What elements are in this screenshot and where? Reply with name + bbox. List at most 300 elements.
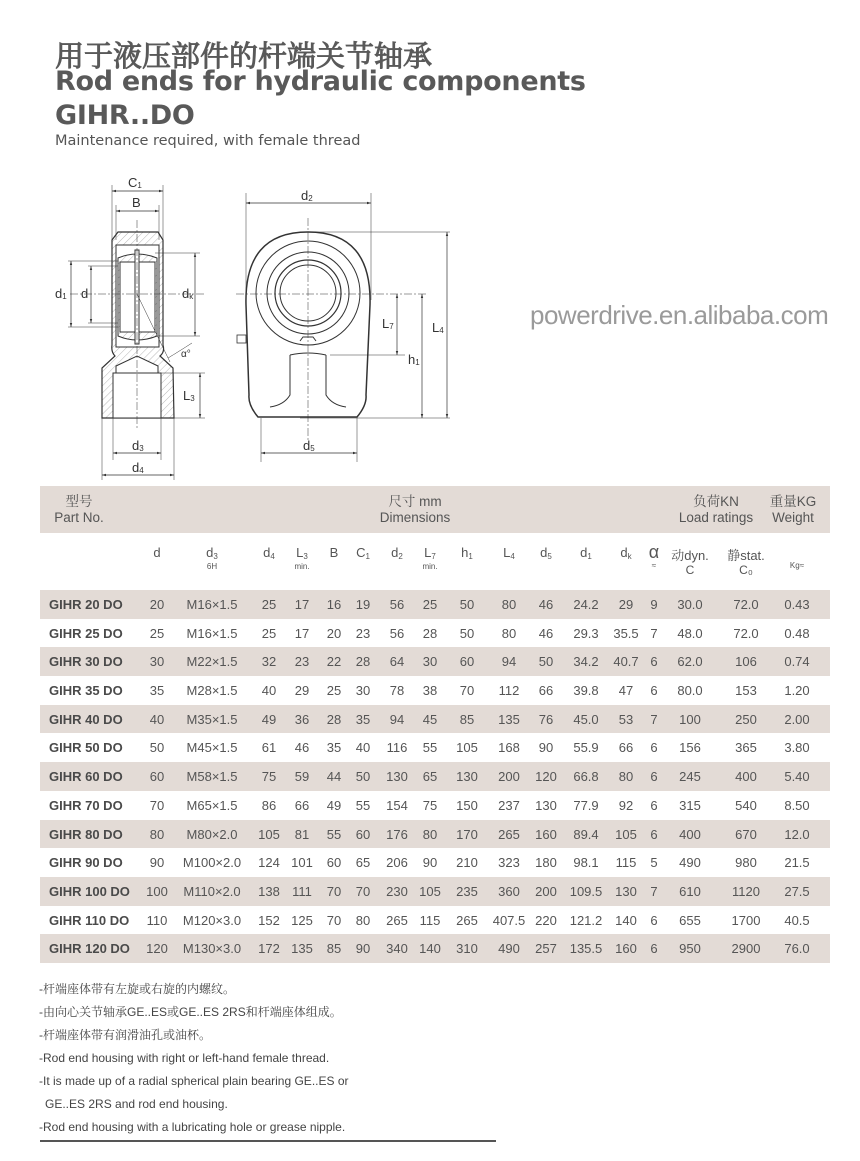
- value-cell: 25: [422, 597, 438, 612]
- value-cell: 77.9: [573, 797, 599, 813]
- part-number-cell: GIHR 60 DO: [49, 769, 123, 785]
- value-cell: M28×1.5: [186, 683, 238, 699]
- value-cell: 29: [294, 683, 310, 699]
- column-note: ≈: [651, 561, 657, 570]
- value-cell: 80: [422, 826, 438, 842]
- column-symbol: L: [424, 545, 432, 560]
- value-cell: 80: [501, 597, 517, 612]
- value-cell: 60: [326, 855, 342, 871]
- value-cell: 85: [459, 711, 475, 727]
- value-cell: 55: [355, 797, 371, 813]
- value-cell: 72.0: [733, 597, 759, 612]
- value-cell: 72.0: [733, 625, 759, 641]
- title-chinese: 用于液压部件的杆端关节轴承: [55, 39, 433, 73]
- value-cell: 78: [389, 683, 405, 699]
- table-row: [40, 733, 830, 762]
- column-subscript: 2: [398, 552, 403, 561]
- value-cell: 153: [735, 683, 757, 699]
- value-cell: 94: [501, 654, 517, 670]
- value-cell: 80: [501, 625, 517, 641]
- table-body: [40, 590, 830, 963]
- value-cell: 176: [386, 826, 408, 842]
- header-dimensions: [370, 494, 460, 526]
- value-cell: 50: [538, 654, 554, 670]
- note-item: -由向心关节轴承GE..ES或GE..ES 2RS和杆端座体组成。: [39, 1005, 342, 1019]
- column-header: [294, 545, 309, 571]
- value-cell: 22: [326, 654, 342, 670]
- value-cell: 407.5: [492, 912, 526, 928]
- value-cell: 245: [679, 769, 701, 785]
- value-cell: 66: [618, 740, 634, 756]
- column-unit: C: [685, 563, 695, 577]
- part-number-cell: GIHR 20 DO: [49, 597, 123, 612]
- value-cell: 265: [456, 912, 478, 928]
- column-unit: Kg≈: [789, 561, 805, 570]
- value-cell: 50: [459, 597, 475, 612]
- value-cell: 6: [650, 769, 658, 785]
- value-cell: 65: [422, 769, 438, 785]
- value-cell: 56: [389, 625, 405, 641]
- value-cell: 60: [149, 769, 165, 785]
- value-cell: 92: [618, 797, 634, 813]
- value-cell: M16×1.5: [186, 597, 238, 612]
- column-header: [727, 545, 765, 577]
- header-part-en: Part No.: [54, 510, 104, 525]
- value-cell: 120: [535, 769, 557, 785]
- value-cell: 6: [650, 740, 658, 756]
- part-number-cell: GIHR 35 DO: [49, 683, 123, 699]
- value-cell: M100×2.0: [182, 855, 242, 871]
- value-cell: 110: [146, 912, 168, 928]
- column-header: [580, 545, 592, 561]
- value-cell: 2900: [731, 941, 761, 957]
- value-cell: 400: [735, 769, 757, 785]
- column-symbol: L: [296, 545, 304, 560]
- part-number-cell: GIHR 50 DO: [49, 740, 123, 756]
- notes-list: [39, 982, 349, 1143]
- value-cell: 980: [735, 855, 757, 871]
- value-cell: 39.8: [573, 683, 599, 699]
- title-english: Rod ends for hydraulic components: [55, 66, 586, 97]
- column-header: [391, 545, 403, 561]
- value-cell: 24.2: [573, 597, 599, 612]
- column-header: [540, 545, 552, 561]
- value-cell: 8.50: [784, 797, 810, 813]
- value-cell: 1700: [731, 912, 761, 928]
- value-cell: 112: [498, 683, 520, 699]
- header-load-cn: 负荷KN: [693, 494, 739, 509]
- value-cell: 101: [291, 855, 313, 871]
- value-cell: 120: [146, 941, 168, 957]
- value-cell: 115: [615, 855, 637, 871]
- value-cell: 250: [735, 711, 757, 727]
- value-cell: 60: [459, 654, 475, 670]
- value-cell: 38: [422, 683, 438, 699]
- column-header: [461, 545, 473, 561]
- column-subscript: 3: [213, 552, 218, 561]
- value-cell: 121.2: [569, 912, 603, 928]
- value-cell: 115: [419, 912, 441, 928]
- column-symbol: d: [620, 545, 628, 560]
- value-cell: 50: [459, 625, 475, 641]
- label-b: B: [132, 195, 141, 210]
- divider: [40, 1140, 496, 1142]
- column-symbol: h: [461, 545, 469, 560]
- value-cell: M65×1.5: [186, 797, 238, 813]
- value-cell: 160: [615, 941, 637, 957]
- column-note: 6H: [206, 562, 218, 571]
- note-item: GE..ES 2RS and rod end housing.: [45, 1097, 228, 1111]
- value-cell: 109.5: [569, 883, 603, 899]
- value-cell: 75: [422, 797, 438, 813]
- value-cell: 5: [650, 855, 658, 871]
- value-cell: 98.1: [573, 855, 599, 871]
- value-cell: 47: [618, 683, 634, 699]
- value-cell: 0.48: [784, 625, 810, 641]
- value-cell: 55: [326, 826, 342, 842]
- value-cell: 365: [735, 740, 757, 756]
- column-symbol: C: [356, 545, 366, 560]
- value-cell: 56: [389, 597, 405, 612]
- header-weight-cn: 重量KG: [769, 494, 817, 509]
- technical-drawing: [0, 160, 500, 480]
- value-cell: 135: [291, 941, 313, 957]
- value-cell: 12.0: [784, 826, 810, 842]
- value-cell: 116: [386, 740, 408, 756]
- label-dk: dk: [182, 286, 194, 301]
- subtitle: Maintenance required, with female thread: [55, 133, 361, 149]
- value-cell: 6: [650, 912, 658, 928]
- watermark: powerdrive.en.alibaba.com: [530, 300, 829, 330]
- value-cell: 60: [355, 826, 371, 842]
- value-cell: 315: [679, 797, 701, 813]
- value-cell: 50: [149, 740, 165, 756]
- value-cell: 610: [679, 883, 701, 899]
- value-cell: 670: [735, 826, 757, 842]
- column-note: min.: [422, 562, 438, 571]
- note-item: -杆端座体带有左旋或右旋的内螺纹。: [39, 982, 235, 996]
- header-dim-en: Dimensions: [379, 510, 451, 525]
- value-cell: 1120: [732, 883, 760, 899]
- value-cell: 35.5: [613, 625, 639, 641]
- part-number-cell: GIHR 40 DO: [49, 711, 123, 727]
- value-cell: 25: [261, 597, 277, 612]
- value-cell: 44: [326, 769, 342, 785]
- value-cell: 28: [422, 625, 438, 641]
- note-item: -It is made up of a radial spherical plain bearing GE..ES or: [39, 1074, 349, 1088]
- part-number-cell: GIHR 30 DO: [49, 654, 123, 670]
- value-cell: 65: [355, 855, 371, 871]
- value-cell: 3.80: [784, 740, 810, 756]
- value-cell: 80: [618, 769, 634, 785]
- column-header: [620, 545, 631, 561]
- value-cell: 655: [679, 912, 701, 928]
- value-cell: 105: [258, 826, 280, 842]
- label-c1: C1: [128, 175, 142, 190]
- column-symbol: 静stat.: [727, 548, 765, 563]
- value-cell: 30: [355, 683, 371, 699]
- column-symbol: L: [503, 545, 511, 560]
- value-cell: 490: [498, 941, 520, 957]
- value-cell: 135.5: [569, 941, 603, 957]
- value-cell: 66.8: [573, 769, 599, 785]
- value-cell: 90: [538, 740, 554, 756]
- table-row: [40, 762, 830, 791]
- value-cell: 40: [261, 683, 277, 699]
- value-cell: 124: [258, 855, 280, 871]
- note-item: -Rod end housing with a lubricating hole or grease nipple.: [39, 1120, 346, 1134]
- value-cell: 17: [294, 625, 310, 641]
- column-note: min.: [294, 562, 310, 571]
- column-symbol: 动dyn.: [671, 548, 709, 563]
- column-header: [790, 545, 804, 572]
- column-unit: C₀: [739, 563, 753, 577]
- value-cell: 30.0: [677, 597, 703, 612]
- column-symbol: d: [206, 545, 214, 560]
- front-view: [236, 193, 450, 462]
- column-symbol: B: [329, 545, 339, 560]
- value-cell: 46: [538, 597, 554, 612]
- value-cell: M120×3.0: [182, 912, 242, 928]
- value-cell: 64: [389, 654, 405, 670]
- table-row: [40, 619, 830, 648]
- header-weight: [762, 494, 824, 526]
- column-subscript: 1: [587, 552, 592, 561]
- value-cell: 180: [535, 855, 557, 871]
- column-header: [503, 545, 515, 561]
- value-cell: 29: [618, 597, 634, 612]
- column-header: [263, 545, 275, 561]
- value-cell: 49: [261, 711, 277, 727]
- value-cell: 310: [456, 941, 478, 957]
- value-cell: 130: [615, 883, 637, 899]
- value-cell: 23: [294, 654, 310, 670]
- value-cell: 7: [650, 711, 658, 727]
- part-number-cell: GIHR 80 DO: [49, 826, 123, 842]
- value-cell: 0.43: [784, 597, 810, 612]
- label-d: d: [81, 286, 89, 301]
- value-cell: 540: [735, 797, 757, 813]
- note-item: -Rod end housing with right or left-hand female thread.: [39, 1051, 330, 1065]
- header-part-no: [40, 494, 118, 526]
- value-cell: 40.7: [613, 654, 639, 670]
- column-subscript: 7: [431, 552, 436, 561]
- label-l3: L3: [183, 388, 195, 403]
- value-cell: 400: [679, 826, 701, 842]
- value-cell: 49: [326, 797, 342, 813]
- column-symbol: d: [263, 545, 271, 560]
- value-cell: 0.74: [784, 654, 810, 670]
- value-cell: 160: [535, 826, 557, 842]
- value-cell: 140: [419, 941, 441, 957]
- value-cell: 55.9: [573, 740, 599, 756]
- column-header: [330, 545, 339, 560]
- value-cell: 16: [326, 597, 342, 612]
- value-cell: 27.5: [784, 883, 810, 899]
- header-load-en: Load ratings: [678, 510, 754, 525]
- value-cell: 111: [292, 883, 312, 899]
- value-cell: 46: [538, 625, 554, 641]
- value-cell: 105: [419, 883, 441, 899]
- value-cell: M110×2.0: [183, 883, 241, 899]
- part-number-cell: GIHR 120 DO: [49, 941, 130, 957]
- column-subscript: 1: [365, 552, 370, 561]
- value-cell: 210: [456, 855, 478, 871]
- part-number-cell: GIHR 90 DO: [49, 855, 123, 871]
- value-cell: 340: [386, 941, 408, 957]
- column-symbol: d: [580, 545, 588, 560]
- value-cell: 70: [459, 683, 475, 699]
- value-cell: M16×1.5: [186, 625, 238, 641]
- value-cell: 170: [456, 826, 478, 842]
- column-symbol: d: [153, 545, 161, 560]
- value-cell: 230: [386, 883, 408, 899]
- value-cell: 35: [149, 683, 165, 699]
- value-cell: 490: [679, 855, 701, 871]
- value-cell: 40.5: [784, 912, 810, 928]
- table-row: [40, 934, 830, 963]
- value-cell: 220: [535, 912, 557, 928]
- value-cell: 265: [386, 912, 408, 928]
- value-cell: 130: [535, 797, 557, 813]
- value-cell: 66: [294, 797, 310, 813]
- value-cell: 34.2: [573, 654, 599, 670]
- value-cell: 25: [261, 625, 277, 641]
- value-cell: 130: [386, 769, 408, 785]
- value-cell: 7: [650, 625, 658, 641]
- value-cell: 20: [326, 625, 342, 641]
- column-subscript: k: [627, 552, 632, 561]
- value-cell: M130×3.0: [182, 941, 242, 957]
- part-number-cell: GIHR 25 DO: [49, 625, 123, 641]
- value-cell: M45×1.5: [186, 740, 238, 756]
- value-cell: 86: [261, 797, 277, 813]
- table-row: [40, 906, 830, 935]
- table-row: [40, 676, 830, 705]
- column-symbol: d: [540, 545, 548, 560]
- value-cell: 80: [355, 912, 371, 928]
- value-cell: 950: [679, 941, 701, 957]
- label-d5: d5: [303, 438, 315, 453]
- value-cell: 59: [294, 769, 310, 785]
- value-cell: 206: [386, 855, 408, 871]
- value-cell: 28: [326, 711, 342, 727]
- label-d3: d3: [132, 438, 144, 453]
- column-subscript: 5: [547, 552, 552, 561]
- value-cell: 130: [456, 769, 478, 785]
- part-number-cell: GIHR 100 DO: [49, 883, 130, 899]
- table-row: [40, 848, 830, 877]
- value-cell: 40: [355, 740, 371, 756]
- table-row: [40, 705, 830, 734]
- label-l4: L4: [432, 320, 444, 335]
- column-header: [153, 545, 160, 560]
- column-symbol: d: [391, 545, 399, 560]
- value-cell: 70: [326, 883, 342, 899]
- table-row: [40, 590, 830, 619]
- value-cell: 25: [326, 683, 342, 699]
- value-cell: M80×2.0: [186, 826, 238, 842]
- model-series: GIHR..DO: [55, 100, 195, 131]
- label-alpha: α°: [181, 349, 191, 360]
- column-header: [206, 545, 218, 571]
- table-row: [40, 791, 830, 820]
- value-cell: 55: [422, 740, 438, 756]
- table-row: [40, 820, 830, 849]
- value-cell: 30: [149, 654, 165, 670]
- column-subscript: 4: [510, 552, 515, 561]
- column-subscript: 4: [270, 552, 275, 561]
- column-subscript: 3: [303, 552, 308, 561]
- value-cell: 106: [735, 654, 757, 670]
- column-header: [671, 545, 709, 577]
- value-cell: 152: [258, 912, 280, 928]
- value-cell: 85: [326, 941, 342, 957]
- table-row: [40, 647, 830, 676]
- header-dim-cn: 尺寸 mm: [388, 494, 442, 509]
- value-cell: 94: [389, 711, 405, 727]
- value-cell: 105: [615, 826, 637, 842]
- value-cell: 20: [149, 597, 165, 612]
- value-cell: 6: [650, 941, 658, 957]
- value-cell: 100: [146, 883, 168, 899]
- value-cell: M22×1.5: [186, 654, 238, 670]
- value-cell: 48.0: [677, 625, 703, 641]
- value-cell: 45.0: [573, 711, 599, 727]
- value-cell: 200: [535, 883, 557, 899]
- value-cell: 150: [456, 797, 478, 813]
- value-cell: 80: [149, 826, 165, 842]
- header-part-cn: 型号: [65, 494, 93, 509]
- value-cell: 35: [326, 740, 342, 756]
- value-cell: 62.0: [677, 654, 703, 670]
- value-cell: 6: [650, 826, 658, 842]
- value-cell: 140: [615, 912, 637, 928]
- value-cell: 50: [355, 769, 371, 785]
- part-number-cell: GIHR 70 DO: [49, 797, 123, 813]
- value-cell: 30: [422, 654, 438, 670]
- value-cell: 9: [650, 597, 658, 612]
- column-header: [422, 545, 437, 571]
- value-cell: 2.00: [784, 711, 810, 727]
- label-d4: d4: [132, 460, 144, 475]
- value-cell: 200: [498, 769, 520, 785]
- value-cell: 265: [498, 826, 520, 842]
- value-cell: 168: [498, 740, 520, 756]
- header-load-ratings: [676, 494, 756, 526]
- value-cell: 61: [261, 740, 277, 756]
- note-item: -杆端座体带有润滑油孔或油杯。: [39, 1028, 211, 1042]
- value-cell: 5.40: [784, 769, 810, 785]
- value-cell: 21.5: [784, 855, 810, 871]
- value-cell: 6: [650, 797, 658, 813]
- value-cell: 360: [498, 883, 520, 899]
- value-cell: 7: [650, 883, 658, 899]
- value-cell: 40: [149, 711, 165, 727]
- value-cell: 90: [422, 855, 438, 871]
- column-header: [356, 545, 370, 561]
- value-cell: 172: [258, 941, 280, 957]
- value-cell: 257: [535, 941, 557, 957]
- value-cell: 53: [618, 711, 634, 727]
- value-cell: 76: [538, 711, 554, 727]
- value-cell: 90: [149, 855, 165, 871]
- header-weight-en: Weight: [772, 510, 814, 525]
- value-cell: M35×1.5: [186, 711, 238, 727]
- value-cell: 36: [294, 711, 310, 727]
- value-cell: 6: [650, 654, 658, 670]
- value-cell: 70: [149, 797, 165, 813]
